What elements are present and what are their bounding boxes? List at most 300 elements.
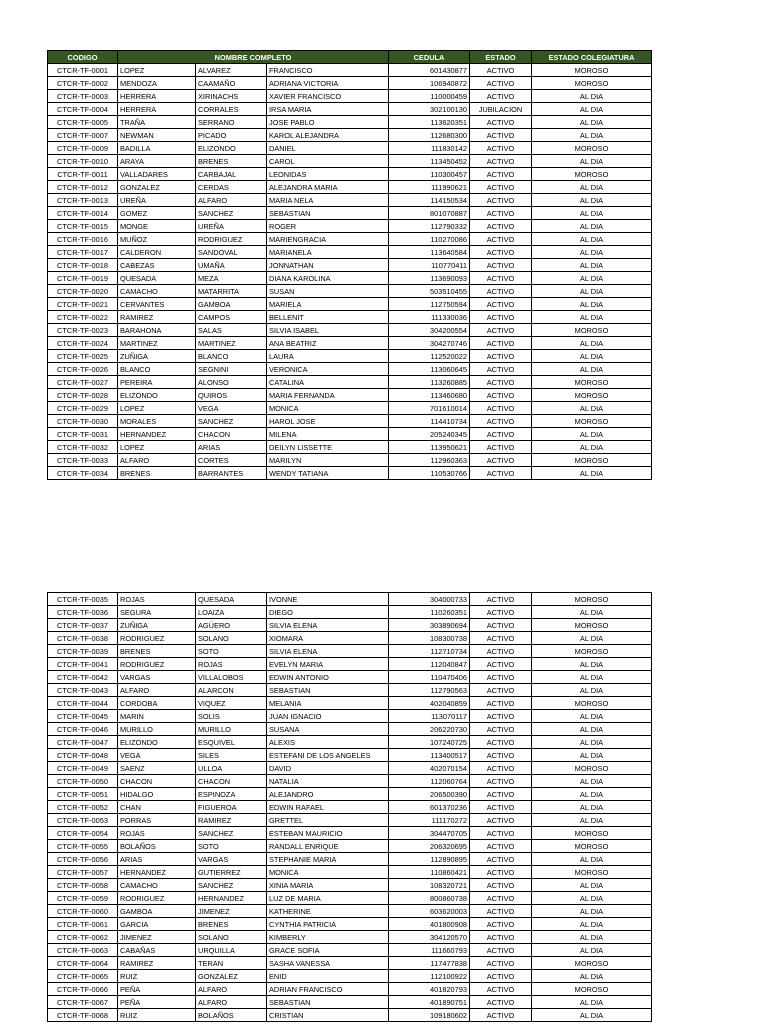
cell-nombre: EVELYN MARIA — [267, 658, 389, 671]
cell-apellido2: SOTO — [196, 645, 267, 658]
cell-apellido1: BOLAÑOS — [118, 840, 196, 853]
cell-apellido2: VARGAS — [196, 853, 267, 866]
cell-codigo: CTCR-TF-0060 — [48, 905, 118, 918]
cell-cedula: 113690093 — [389, 272, 470, 285]
table-row — [48, 285, 652, 298]
cell-apellido2: CAAMAÑO — [196, 77, 267, 90]
cell-cedula: 801070887 — [389, 207, 470, 220]
cell-apellido2: BLANCO — [196, 350, 267, 363]
cell-colegiatura: MOROSO — [532, 593, 652, 606]
cell-colegiatura: MOROSO — [532, 827, 652, 840]
cell-cedula: 302100130 — [389, 103, 470, 116]
cell-apellido1: JIMENEZ — [118, 931, 196, 944]
cell-estado: ACTIVO — [470, 389, 532, 402]
cell-apellido1: CORDOBA — [118, 697, 196, 710]
cell-apellido2: XIRINACHS — [196, 90, 267, 103]
cell-apellido1: ARAYA — [118, 155, 196, 168]
cell-codigo: CTCR-TF-0017 — [48, 246, 118, 259]
cell-nombre: ADRIANA VICTORIA — [267, 77, 389, 90]
cell-codigo: CTCR-TF-0047 — [48, 736, 118, 749]
table-row — [48, 116, 652, 129]
cell-nombre: ALEJANDRO — [267, 788, 389, 801]
cell-cedula: 110260351 — [389, 606, 470, 619]
table-row — [48, 827, 652, 840]
cell-nombre: MONICA — [267, 402, 389, 415]
table-row — [48, 606, 652, 619]
cell-nombre: DIANA KAROLINA — [267, 272, 389, 285]
cell-apellido2: TERAN — [196, 957, 267, 970]
table-row — [48, 77, 652, 90]
cell-apellido2: CHACON — [196, 428, 267, 441]
cell-apellido1: BADILLA — [118, 142, 196, 155]
cell-apellido2: ESQUIVEL — [196, 736, 267, 749]
cell-estado: ACTIVO — [470, 64, 532, 77]
cell-codigo: CTCR-TF-0033 — [48, 454, 118, 467]
cell-apellido1: PEREIRA — [118, 376, 196, 389]
cell-apellido2: SOTO — [196, 840, 267, 853]
table-row — [48, 337, 652, 350]
cell-estado: ACTIVO — [470, 996, 532, 1009]
cell-cedula: 304000733 — [389, 593, 470, 606]
cell-nombre: GRETTEL — [267, 814, 389, 827]
cell-apellido1: MENDOZA — [118, 77, 196, 90]
cell-nombre: VERONICA — [267, 363, 389, 376]
cell-codigo: CTCR-TF-0042 — [48, 671, 118, 684]
cell-cedula: 205240345 — [389, 428, 470, 441]
cell-codigo: CTCR-TF-0011 — [48, 168, 118, 181]
cell-apellido2: QUESADA — [196, 593, 267, 606]
cell-estado: ACTIVO — [470, 853, 532, 866]
cell-nombre: DANIEL — [267, 142, 389, 155]
cell-estado: JUBILACION — [470, 103, 532, 116]
cell-colegiatura: AL DIA — [532, 233, 652, 246]
cell-estado: ACTIVO — [470, 749, 532, 762]
table-row — [48, 931, 652, 944]
cell-colegiatura: AL DIA — [532, 90, 652, 103]
cell-apellido1: RODRIGUEZ — [118, 892, 196, 905]
table-row — [48, 454, 652, 467]
cell-apellido1: ALFARO — [118, 454, 196, 467]
cell-codigo: CTCR-TF-0007 — [48, 129, 118, 142]
table-row — [48, 233, 652, 246]
cell-nombre: MONICA — [267, 866, 389, 879]
cell-cedula: 110860421 — [389, 866, 470, 879]
table-row — [48, 155, 652, 168]
cell-nombre: MARIANELA — [267, 246, 389, 259]
cell-estado: ACTIVO — [470, 983, 532, 996]
cell-cedula: 110300457 — [389, 168, 470, 181]
cell-colegiatura: AL DIA — [532, 736, 652, 749]
cell-cedula: 111990621 — [389, 181, 470, 194]
table-body — [48, 593, 652, 1022]
cell-colegiatura: MOROSO — [532, 762, 652, 775]
cell-nombre: WENDY TATIANA — [267, 467, 389, 480]
cell-cedula: 111170272 — [389, 814, 470, 827]
cell-apellido1: MORALES — [118, 415, 196, 428]
cell-cedula: 108300738 — [389, 632, 470, 645]
cell-codigo: CTCR-TF-0028 — [48, 389, 118, 402]
table-row — [48, 658, 652, 671]
cell-nombre: CYNTHIA PATRICIA — [267, 918, 389, 931]
cell-colegiatura: MOROSO — [532, 840, 652, 853]
cell-apellido2: ALVAREZ — [196, 64, 267, 77]
cell-nombre: MARIENGRACIA — [267, 233, 389, 246]
cell-apellido1: NEWMAN — [118, 129, 196, 142]
cell-apellido2: BARRANTES — [196, 467, 267, 480]
table-row — [48, 298, 652, 311]
table-row — [48, 697, 652, 710]
table-row — [48, 259, 652, 272]
cell-apellido2: SANCHEZ — [196, 827, 267, 840]
cell-cedula: 111660793 — [389, 944, 470, 957]
cell-codigo: CTCR-TF-0044 — [48, 697, 118, 710]
cell-cedula: 112750594 — [389, 298, 470, 311]
cell-colegiatura: MOROSO — [532, 645, 652, 658]
cell-estado: ACTIVO — [470, 116, 532, 129]
cell-estado: ACTIVO — [470, 788, 532, 801]
cell-apellido2: ROJAS — [196, 658, 267, 671]
cell-cedula: 304470705 — [389, 827, 470, 840]
cell-cedula: 107240725 — [389, 736, 470, 749]
cell-codigo: CTCR-TF-0064 — [48, 957, 118, 970]
table-row — [48, 905, 652, 918]
cell-apellido2: GAMBOA — [196, 298, 267, 311]
cell-codigo: CTCR-TF-0018 — [48, 259, 118, 272]
cell-nombre: RANDALL ENRIQUE — [267, 840, 389, 853]
cell-apellido2: ALONSO — [196, 376, 267, 389]
cell-colegiatura: AL DIA — [532, 116, 652, 129]
members-table-1 — [47, 50, 652, 480]
cell-colegiatura: AL DIA — [532, 892, 652, 905]
cell-codigo: CTCR-TF-0063 — [48, 944, 118, 957]
cell-nombre: CRISTIAN — [267, 1009, 389, 1022]
cell-cedula: 113950621 — [389, 441, 470, 454]
cell-apellido2: SEGNINI — [196, 363, 267, 376]
cell-estado: ACTIVO — [470, 311, 532, 324]
cell-apellido2: GUTIERREZ — [196, 866, 267, 879]
cell-apellido1: PORRAS — [118, 814, 196, 827]
cell-apellido1: RAMIREZ — [118, 311, 196, 324]
cell-cedula: 112100922 — [389, 970, 470, 983]
cell-apellido2: SOLANO — [196, 931, 267, 944]
cell-colegiatura: AL DIA — [532, 259, 652, 272]
cell-nombre: MILENA — [267, 428, 389, 441]
cell-estado: ACTIVO — [470, 736, 532, 749]
cell-apellido1: HERNANDEZ — [118, 866, 196, 879]
cell-estado: ACTIVO — [470, 415, 532, 428]
cell-colegiatura: AL DIA — [532, 103, 652, 116]
table-row — [48, 181, 652, 194]
cell-nombre: MARIA NELA — [267, 194, 389, 207]
cell-estado: ACTIVO — [470, 697, 532, 710]
cell-codigo: CTCR-TF-0004 — [48, 103, 118, 116]
cell-colegiatura: MOROSO — [532, 324, 652, 337]
cell-estado: ACTIVO — [470, 207, 532, 220]
cell-apellido1: MONGE — [118, 220, 196, 233]
cell-codigo: CTCR-TF-0009 — [48, 142, 118, 155]
cell-cedula: 503510455 — [389, 285, 470, 298]
table-row — [48, 103, 652, 116]
cell-codigo: CTCR-TF-0019 — [48, 272, 118, 285]
cell-codigo: CTCR-TF-0065 — [48, 970, 118, 983]
cell-apellido2: SOLANO — [196, 632, 267, 645]
cell-codigo: CTCR-TF-0013 — [48, 194, 118, 207]
cell-estado: ACTIVO — [470, 90, 532, 103]
cell-apellido2: FIGUEROA — [196, 801, 267, 814]
cell-nombre: MELANIA — [267, 697, 389, 710]
cell-colegiatura: MOROSO — [532, 454, 652, 467]
cell-estado: ACTIVO — [470, 454, 532, 467]
cell-colegiatura: AL DIA — [532, 129, 652, 142]
cell-apellido2: ESPINOZA — [196, 788, 267, 801]
cell-nombre: KATHERINE — [267, 905, 389, 918]
cell-colegiatura: AL DIA — [532, 905, 652, 918]
cell-nombre: KIMBERLY — [267, 931, 389, 944]
cell-colegiatura: AL DIA — [532, 671, 652, 684]
cell-colegiatura: AL DIA — [532, 311, 652, 324]
cell-nombre: NATALIA — [267, 775, 389, 788]
cell-apellido1: HIDALGO — [118, 788, 196, 801]
cell-apellido2: MARTINEZ — [196, 337, 267, 350]
cell-apellido1: LOPEZ — [118, 64, 196, 77]
cell-apellido1: ARIAS — [118, 853, 196, 866]
cell-apellido2: RAMIREZ — [196, 814, 267, 827]
cell-cedula: 206220730 — [389, 723, 470, 736]
cell-codigo: CTCR-TF-0049 — [48, 762, 118, 775]
cell-apellido2: ELIZONDO — [196, 142, 267, 155]
table-row — [48, 129, 652, 142]
table-row — [48, 671, 652, 684]
cell-estado: ACTIVO — [470, 428, 532, 441]
cell-cedula: 113400517 — [389, 749, 470, 762]
cell-codigo: CTCR-TF-0061 — [48, 918, 118, 931]
cell-colegiatura: AL DIA — [532, 814, 652, 827]
table-row — [48, 415, 652, 428]
table-row — [48, 853, 652, 866]
cell-estado: ACTIVO — [470, 762, 532, 775]
cell-apellido1: GOMEZ — [118, 207, 196, 220]
cell-nombre: EDWIN RAFAEL — [267, 801, 389, 814]
cell-colegiatura: AL DIA — [532, 944, 652, 957]
cell-nombre: XAVIER FRANCISCO — [267, 90, 389, 103]
table-row — [48, 632, 652, 645]
cell-apellido1: CERVANTES — [118, 298, 196, 311]
cell-codigo: CTCR-TF-0067 — [48, 996, 118, 1009]
cell-apellido2: BOLAÑOS — [196, 1009, 267, 1022]
cell-apellido2: UMAÑA — [196, 259, 267, 272]
table-row — [48, 324, 652, 337]
cell-apellido1: CAMACHO — [118, 879, 196, 892]
table-row — [48, 983, 652, 996]
cell-estado: ACTIVO — [470, 658, 532, 671]
cell-cedula: 701610014 — [389, 402, 470, 415]
cell-codigo: CTCR-TF-0068 — [48, 1009, 118, 1022]
cell-apellido2: ALFARO — [196, 983, 267, 996]
cell-apellido1: MARTINEZ — [118, 337, 196, 350]
cell-apellido1: CAMACHO — [118, 285, 196, 298]
cell-estado: ACTIVO — [470, 970, 532, 983]
cell-estado: ACTIVO — [470, 918, 532, 931]
cell-codigo: CTCR-TF-0043 — [48, 684, 118, 697]
table-row — [48, 142, 652, 155]
cell-cedula: 110000459 — [389, 90, 470, 103]
table-body — [48, 64, 652, 480]
cell-colegiatura: AL DIA — [532, 272, 652, 285]
cell-cedula: 112710734 — [389, 645, 470, 658]
cell-cedula: 601370236 — [389, 801, 470, 814]
cell-nombre: LAURA — [267, 350, 389, 363]
cell-cedula: 113460680 — [389, 389, 470, 402]
cell-cedula: 112680300 — [389, 129, 470, 142]
cell-apellido1: BLANCO — [118, 363, 196, 376]
cell-estado: ACTIVO — [470, 376, 532, 389]
cell-apellido1: LOPEZ — [118, 402, 196, 415]
cell-apellido2: MEZA — [196, 272, 267, 285]
cell-apellido1: MURILLO — [118, 723, 196, 736]
cell-nombre: SILVIA ELENA — [267, 645, 389, 658]
table-row — [48, 441, 652, 454]
cell-cedula: 112890895 — [389, 853, 470, 866]
cell-cedula: 114150534 — [389, 194, 470, 207]
cell-colegiatura: AL DIA — [532, 749, 652, 762]
table-row — [48, 593, 652, 606]
cell-nombre: GRACE SOFIA — [267, 944, 389, 957]
cell-cedula: 112060764 — [389, 775, 470, 788]
cell-apellido2: ARIAS — [196, 441, 267, 454]
cell-codigo: CTCR-TF-0062 — [48, 931, 118, 944]
cell-nombre: SEBASTIAN — [267, 684, 389, 697]
cell-apellido1: PEÑA — [118, 983, 196, 996]
cell-apellido2: CHACON — [196, 775, 267, 788]
cell-apellido2: MURILLO — [196, 723, 267, 736]
cell-estado: ACTIVO — [470, 827, 532, 840]
table-row — [48, 788, 652, 801]
cell-codigo: CTCR-TF-0066 — [48, 983, 118, 996]
cell-estado: ACTIVO — [470, 233, 532, 246]
cell-nombre: CAROL — [267, 155, 389, 168]
cell-codigo: CTCR-TF-0005 — [48, 116, 118, 129]
cell-apellido1: CALDERON — [118, 246, 196, 259]
cell-apellido2: UREÑA — [196, 220, 267, 233]
cell-apellido2: SANCHEZ — [196, 415, 267, 428]
cell-codigo: CTCR-TF-0034 — [48, 467, 118, 480]
cell-apellido2: ULLOA — [196, 762, 267, 775]
cell-cedula: 112520022 — [389, 350, 470, 363]
cell-apellido1: GAMBOA — [118, 905, 196, 918]
cell-colegiatura: AL DIA — [532, 853, 652, 866]
cell-codigo: CTCR-TF-0015 — [48, 220, 118, 233]
cell-apellido1: RODRIGUEZ — [118, 632, 196, 645]
cell-colegiatura: AL DIA — [532, 684, 652, 697]
table-row — [48, 684, 652, 697]
cell-codigo: CTCR-TF-0048 — [48, 749, 118, 762]
cell-cedula: 304120570 — [389, 931, 470, 944]
cell-estado: ACTIVO — [470, 194, 532, 207]
cell-nombre: ENID — [267, 970, 389, 983]
cell-estado: ACTIVO — [470, 632, 532, 645]
cell-colegiatura: AL DIA — [532, 220, 652, 233]
cell-apellido2: SANDOVAL — [196, 246, 267, 259]
cell-apellido1: BARAHONA — [118, 324, 196, 337]
cell-apellido2: JIMENEZ — [196, 905, 267, 918]
table-row — [48, 879, 652, 892]
cell-cedula: 111830142 — [389, 142, 470, 155]
cell-codigo: CTCR-TF-0002 — [48, 77, 118, 90]
cell-nombre: SASHA VANESSA — [267, 957, 389, 970]
cell-nombre: MARILYN — [267, 454, 389, 467]
cell-nombre: MARIA FERNANDA — [267, 389, 389, 402]
cell-apellido1: RODRIGUEZ — [118, 658, 196, 671]
cell-cedula: 401800908 — [389, 918, 470, 931]
cell-colegiatura: AL DIA — [532, 155, 652, 168]
cell-codigo: CTCR-TF-0046 — [48, 723, 118, 736]
cell-estado: ACTIVO — [470, 298, 532, 311]
cell-colegiatura: AL DIA — [532, 441, 652, 454]
table-row — [48, 376, 652, 389]
cell-estado: ACTIVO — [470, 905, 532, 918]
cell-codigo: CTCR-TF-0014 — [48, 207, 118, 220]
cell-estado: ACTIVO — [470, 606, 532, 619]
cell-colegiatura: AL DIA — [532, 350, 652, 363]
cell-nombre: DEILYN LISSETTE — [267, 441, 389, 454]
cell-apellido2: BRENES — [196, 918, 267, 931]
cell-apellido2: SERRANO — [196, 116, 267, 129]
table-row — [48, 619, 652, 632]
cell-apellido1: PEÑA — [118, 996, 196, 1009]
cell-nombre: HAROL JOSE — [267, 415, 389, 428]
table-row — [48, 866, 652, 879]
cell-apellido1: LOPEZ — [118, 441, 196, 454]
cell-estado: ACTIVO — [470, 619, 532, 632]
cell-apellido1: ELIZONDO — [118, 736, 196, 749]
cell-colegiatura: AL DIA — [532, 775, 652, 788]
cell-apellido1: CABAÑAS — [118, 944, 196, 957]
cell-colegiatura: MOROSO — [532, 376, 652, 389]
cell-cedula: 402040859 — [389, 697, 470, 710]
cell-estado: ACTIVO — [470, 840, 532, 853]
table-row — [48, 762, 652, 775]
cell-codigo: CTCR-TF-0031 — [48, 428, 118, 441]
header-estado-colegiatura: ESTADO COLEGIATURA — [532, 51, 652, 64]
cell-codigo: CTCR-TF-0016 — [48, 233, 118, 246]
cell-estado: ACTIVO — [470, 285, 532, 298]
cell-cedula: 402070154 — [389, 762, 470, 775]
cell-estado: ACTIVO — [470, 775, 532, 788]
cell-apellido2: QUIROS — [196, 389, 267, 402]
cell-apellido1: ZUÑIGA — [118, 619, 196, 632]
cell-colegiatura: AL DIA — [532, 337, 652, 350]
table-row — [48, 1009, 652, 1022]
cell-colegiatura: MOROSO — [532, 619, 652, 632]
cell-codigo: CTCR-TF-0027 — [48, 376, 118, 389]
cell-apellido2: SOLIS — [196, 710, 267, 723]
cell-codigo: CTCR-TF-0021 — [48, 298, 118, 311]
cell-colegiatura: AL DIA — [532, 363, 652, 376]
cell-nombre: STEPHANIE MARIA — [267, 853, 389, 866]
cell-nombre: JUAN IGNACIO — [267, 710, 389, 723]
cell-colegiatura: AL DIA — [532, 298, 652, 311]
cell-apellido1: HERNANDEZ — [118, 428, 196, 441]
cell-nombre: ANA BEATRIZ — [267, 337, 389, 350]
cell-cedula: 113060645 — [389, 363, 470, 376]
cell-colegiatura: AL DIA — [532, 918, 652, 931]
cell-apellido1: BRENES — [118, 645, 196, 658]
cell-cedula: 108320721 — [389, 879, 470, 892]
cell-apellido1: GONZALEZ — [118, 181, 196, 194]
header-nombre-completo: NOMBRE COMPLETO — [118, 51, 389, 64]
cell-apellido2: MATARRITA — [196, 285, 267, 298]
cell-colegiatura: AL DIA — [532, 402, 652, 415]
